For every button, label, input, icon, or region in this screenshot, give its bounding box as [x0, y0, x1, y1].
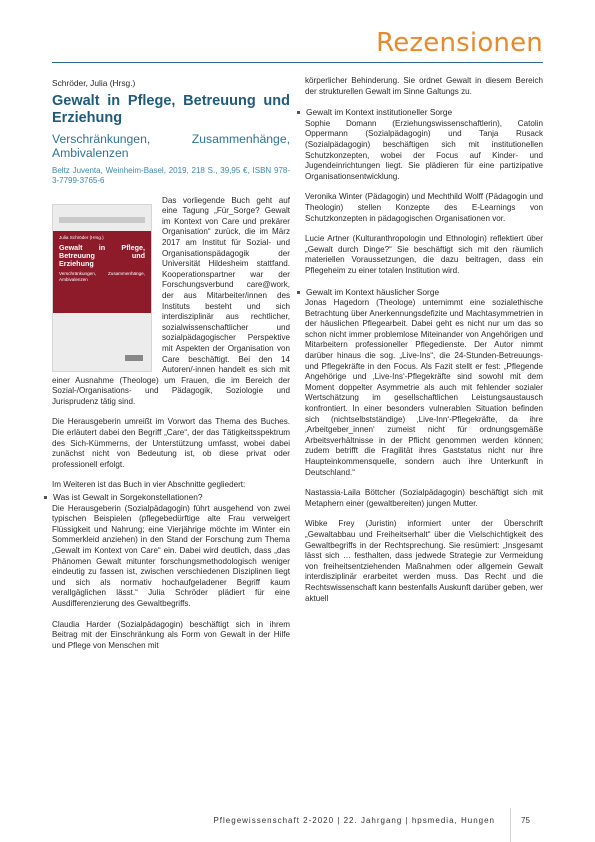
- right-column: [305, 76, 543, 614]
- paragraph: Claudia Harder (Sozialpädagogin) beschäftigt sich in ihrem Beitrag mit der Einschränkung als Form von Gewalt in der Hilfe und Pflege von Menschen mit: [52, 619, 290, 650]
- paragraph: Nastassia-Laila Böttcher (Sozialpädagogin) beschäftigt sich mit Metaphern einer (gewaltbereiten) jungen Mutter.: [305, 488, 543, 508]
- footer-journal-info: Pflegewissenschaft 2-2020 | 22. Jahrgang | hpsmedia, Hungen: [213, 816, 495, 825]
- book-subtitle: Verschränkungen, Zusammenhänge, Ambivalenzen: [52, 131, 290, 161]
- section-heading: [52, 492, 290, 503]
- book-title: Gewalt in Pflege, Betreuung und Erziehung: [52, 92, 290, 126]
- paragraph: Wibke Frey (Juristin) informiert unter der Überschrift „Gewaltabbau und Freiheitserhalt“ über die Vielschichtigkeit des Gewaltbegriffs in der Rechtsprechung. Sie resümiert: „Insgesamt lässt sich … festhalten, dass jedwede Strategie zur Vermeidung von freiheitsentziehenden Maßnahmen oder allgemein Gewalt interdisziplinär erarbeitet werden muss. Das Recht und die Rechtswissenschaft kann bestenfalls Auskunft darüber geben, wer aktuell: [305, 519, 544, 603]
- book-cover-image: [52, 204, 152, 372]
- paragraph: Die Herausgeberin (Sozialpädagogin) führt ausgehend von zwei typischen Beispielen (pflegebedürftige alte Frau verweigert Flüssigkeit und Nahrung; eine Vierjährige möchte im Winter ein Sommerkleid anziehen) in den Stand der Forschung zum Thema „Gewalt im Kontext von Care“ ein. Dabei wird deutlich, dass „das Phänomen Gewalt mitunter forschungsmethodologisch weniger eindeutig zu fassen ist, zwischen verschiedenen Disziplinen liegt und sich als normativ hochaufgeladener Begriff kaum verallgäglichen lässt.“ Julia Schröder plädiert für eine Ausdifferenzierung des Gewaltbegriffs.: [52, 503, 290, 608]
- paragraph: Veronika Winter (Pädagogin) und Mechthild Wolff (Pädagogin und Theologin) stellen Konzepte des E-Learnings von Schutzkonzepten in pädagogischen Organisationen vor.: [305, 192, 543, 223]
- cover-title: Gewalt in Pflege, Betreuung und Erziehung: [59, 242, 145, 268]
- section-heading-text: Was ist Gewalt in Sorgekonstellationen?: [53, 492, 203, 503]
- section-heading-text: Gewalt im Kontext häuslicher Sorge: [306, 286, 440, 297]
- cover-title-band: [53, 231, 151, 313]
- left-column: [52, 76, 290, 661]
- section-heading: [305, 107, 543, 118]
- intro-paragraph: Das vorliegende Buch geht auf eine Tagung „Für_Sorge? Gewalt im Kontext von Care und prekärer Organisation“ zurück, die im März 2017 am Institut für Sozial- und Organisationspädagogik der Universität Hildesheim stattfand. Kooperationspartner war der Forschungsverbund care@work, der aus Mitarbeiter/innen des Instituts besteht und sich interdisziplinär aus rechtlicher, sozialwissenschaftlicher und sozialpädagogischer Perspektive mit Aspekten der Organisation von Care beschäftigt. Bei den 14 Autoren/-innen handelt es sich mit einer Ausnahme (Theologe) um Frauen, die im Bereich der Sozial-/Organisations- und Pädagogik, Soziologie und Jurisprudenz tätig sind.: [52, 195, 290, 406]
- section-heading: [305, 287, 543, 298]
- paragraph: körperlicher Behinderung. Sie ordnet Gewalt in diesem Bereich der strukturellen Gewalt im Sinne Galtungs zu.: [305, 76, 543, 96]
- cover-author: Julia Schröder (Hrsg.): [59, 234, 104, 240]
- page-number: 75: [521, 816, 530, 825]
- paragraph: Jonas Hagedorn (Theologe) unternimmt eine sozialethische Betrachtung über Anerkennungsdefizite und Machtasymmetrien in der häuslichen Pflegearbeit. Dabei geht es nicht nur um das so schon nicht immer problemlose Miteinander von Angehörigen und Mitarbeitern professioneller Pflegedienste. Der Autor nimmt darüber hinaus die sog. „Live-Ins“, die 24-Stunden-Betreuungs- und Pflegekräfte in den Focus. Als Fazit stellt er fest: „Pflegende Angehörige und ‚Live-Ins‘-Pflegekräfte sind sowohl mit dem Moment doppelter Asymmetrie als auch mit fehlender sozialer Wertschätzung im gesellschaftlichen Leistungsaustausch konfrontiert. In einer besonders vulnerablen Situation befinden sich (nichtselbstständige) ‚Live-Inn‘-Pflegekräfte, da ihre ‚Arbeitgeber_innen‘ zumeist nicht für ordnungsgemäße Arbeitsverhältnisse in der Pflicht genommen werden können; zudem betrifft die Fragilität ihres Gaststatus nicht nur ihre Haupteinkommensquelle, sondern auch ihre Unterkunft in Deutschland.“: [305, 298, 543, 477]
- cover-subtitle: Verschränkungen, Zusammenhänge, Ambivalenzen: [59, 271, 145, 282]
- paragraph: Im Weiteren ist das Buch in vier Abschnitte gegliedert:: [52, 480, 246, 490]
- publisher-logo-icon: [125, 355, 143, 361]
- book-publication-info: Beltz Juventa, Weinheim-Basel, 2019, 218 S., 39,95 €, ISBN 978-3-7799-3765-6: [52, 165, 290, 185]
- bullet-icon: [297, 291, 300, 294]
- paragraph: Die Herausgeberin umreißt im Vorwort das Thema des Buches. Die erläutert dabei den Begriff „Care“, der das Tätigkeitsspektrum des Sich-Kümmerns, der Unterstützung umfasst, wobei dabei zunächst nicht von Bedeutung ist, ob diese privat oder professionell erfolgt.: [52, 417, 290, 469]
- paragraph: Sophie Domann (Erziehungswissenschaftlerin), Catolin Oppermann (Sozialpädagogin) und Tanja Rusack (Sozialpädagogin) beschäftigen sich mit institutionellen Schutzkonzepten, wobei der Focus auf Kinder- und Jugendeinrichtungen liegt. Sie plädieren für eine partizipative Organisationsentwicklung.: [305, 118, 543, 181]
- bullet-icon: [297, 111, 300, 114]
- section-header-title: Rezensionen: [376, 28, 543, 58]
- intro-block: [52, 196, 290, 408]
- paragraph: Lucie Artner (Kulturanthropologin und Ethnologin) reflektiert über „Gewalt durch Dinge?“ Sie beschäftigt sich mit den räumlich materiellen Voraussetzungen, die dazu beitragen, dass ein Pflegeheim zu einer totalen Institution wird.: [305, 234, 543, 275]
- book-author: Schröder, Julia (Hrsg.): [52, 78, 136, 88]
- footer-divider: [510, 808, 511, 842]
- cover-publisher-bar: [59, 217, 145, 223]
- section-heading-text: Gewalt im Kontext institutioneller Sorge: [306, 107, 453, 118]
- bullet-icon: [44, 496, 47, 499]
- header-divider: [52, 62, 543, 63]
